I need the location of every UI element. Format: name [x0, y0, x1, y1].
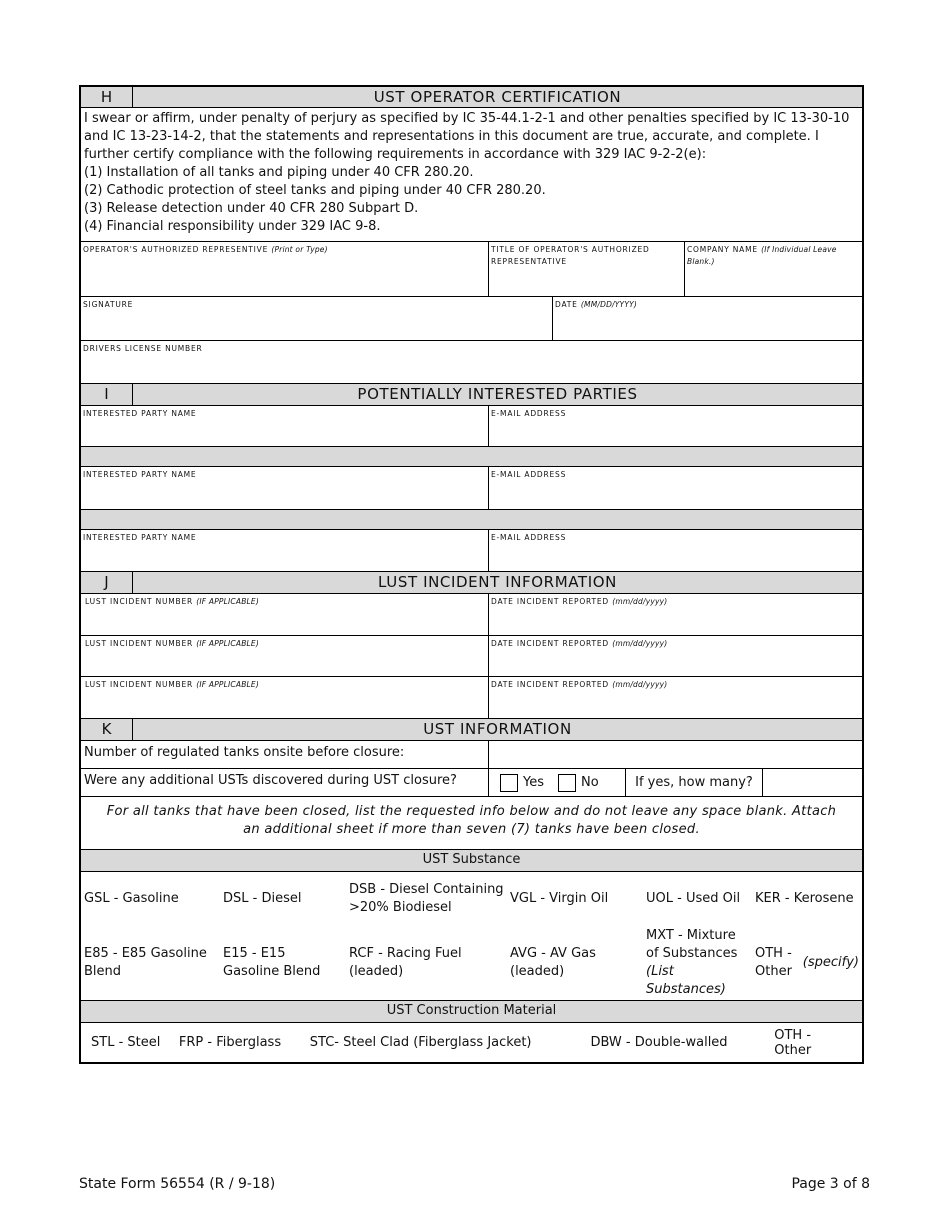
tanks-before-closure-input[interactable] — [489, 741, 862, 768]
field-label: SIGNATURE — [83, 300, 134, 309]
rep-title-field[interactable] — [489, 242, 685, 296]
section-letter: K — [81, 719, 133, 740]
substance-rcf: RCF - Racing Fuel (leaded) — [349, 945, 462, 979]
field-label: DATE — [555, 300, 578, 309]
material-frp: FRP - Fiberglass — [178, 1035, 282, 1050]
substance-avg: AVG - AV Gas (leaded) — [510, 945, 596, 979]
field-label: INTERESTED PARTY NAME — [83, 470, 197, 479]
page-number: Page 3 of 8 — [791, 1176, 870, 1192]
materials-list — [81, 1023, 862, 1062]
instructions-note: For all tanks that have been closed, list the requested info below and do not leave any space blank. Attach an additional sheet if more than seven (7) tanks have been closed. — [106, 804, 837, 837]
interested-party-name-field[interactable] — [81, 406, 489, 446]
interested-party-email-field[interactable] — [489, 530, 862, 571]
field-label: DRIVERS LICENSE NUMBER — [83, 344, 203, 353]
section-title: UST INFORMATION — [133, 719, 862, 740]
interested-party-email-field[interactable] — [489, 467, 862, 509]
substance-mxt-hint: (List Substances) — [646, 964, 726, 997]
substance-dsl: DSL - Diesel — [223, 890, 302, 906]
material-stc: STC- Steel Clad (Fiberglass Jacket) — [309, 1035, 532, 1050]
form-id: State Form 56554 (R / 9-18) — [79, 1176, 276, 1192]
signature-field[interactable] — [81, 297, 553, 340]
drivers-license-field[interactable] — [81, 341, 862, 383]
section-title: UST OPERATOR CERTIFICATION — [133, 87, 862, 107]
section-letter: I — [81, 384, 133, 405]
field-label: OPERATOR'S AUTHORIZED REPRESENTIVE — [83, 245, 269, 254]
certification-statement — [79, 107, 864, 241]
field-label: E-MAIL ADDRESS — [491, 409, 567, 418]
no-label: No — [581, 775, 599, 790]
yes-checkbox[interactable] — [500, 774, 518, 792]
field-label: E-MAIL ADDRESS — [491, 533, 567, 542]
substance-dsb: DSB - Diesel Containing >20% Biodiesel — [349, 881, 504, 915]
incident-date-field[interactable] — [489, 677, 862, 718]
substance-mxt-label: MXT - Mixture of Substances — [646, 928, 738, 961]
material-dbw: DBW - Double-walled — [590, 1035, 728, 1050]
field-hint: (Print or Type) — [271, 245, 328, 254]
section-j-header — [79, 571, 864, 593]
field-hint: (mm/dd/yyyy) — [612, 680, 668, 689]
substance-e15: E15 - E15 Gasoline Blend — [223, 945, 321, 979]
substance-oth — [752, 925, 862, 1000]
substance-ker: KER - Kerosene — [755, 890, 854, 906]
field-label: LUST INCIDENT NUMBER — [85, 680, 194, 689]
field-label: INTERESTED PARTY NAME — [83, 409, 197, 418]
company-name-field[interactable] — [685, 242, 862, 296]
incident-date-field[interactable] — [489, 594, 862, 635]
substance-header: UST Substance — [81, 850, 862, 871]
field-label: DATE INCIDENT REPORTED — [491, 597, 609, 606]
substance-vgl: VGL - Virgin Oil — [510, 890, 609, 906]
certification-text: I swear or affirm, under penalty of perjury as specified by IC 35-44.1-2-1 and other penalties specified by IC 13-30-10 and IC 13-23-14-2, that the statements and representations in this document are true, accurate, and complete. I further certify compliance with the following requirements in accordance with 329 IAC 9-2-2(e): — [84, 111, 850, 162]
section-title: LUST INCIDENT INFORMATION — [133, 572, 862, 593]
field-hint: (mm/dd/yyyy) — [612, 597, 668, 606]
yes-no-options — [489, 769, 626, 796]
field-label: DATE INCIDENT REPORTED — [491, 680, 609, 689]
field-label: TITLE OF OPERATOR'S AUTHORIZED REPRESENTATIVE — [491, 245, 650, 266]
field-label: COMPANY NAME — [687, 245, 758, 254]
requirement-item: (1) Installation of all tanks and piping under 40 CFR 280.20. — [84, 165, 474, 180]
tanks-before-closure-label: Number of regulated tanks onsite before closure: — [81, 741, 489, 768]
field-label: INTERESTED PARTY NAME — [83, 533, 197, 542]
section-title: POTENTIALLY INTERESTED PARTIES — [133, 384, 862, 405]
how-many-label: If yes, how many? — [626, 769, 763, 796]
field-hint: (IF APPLICABLE) — [196, 639, 259, 648]
material-stl: STL - Steel — [91, 1035, 161, 1050]
how-many-input[interactable] — [763, 769, 862, 796]
field-hint: (IF APPLICABLE) — [196, 680, 259, 689]
substance-uol: UOL - Used Oil — [646, 890, 741, 906]
section-letter: H — [81, 87, 133, 107]
separator-strip — [79, 509, 864, 529]
date-field[interactable] — [553, 297, 862, 340]
field-label: DATE INCIDENT REPORTED — [491, 639, 609, 648]
field-hint: (mm/dd/yyyy) — [612, 639, 668, 648]
substance-oth-label: OTH - Other — [755, 945, 792, 979]
field-label: LUST INCIDENT NUMBER — [85, 639, 194, 648]
requirement-item: (3) Release detection under 40 CFR 280 Subpart D. — [84, 201, 419, 216]
section-i-header — [79, 383, 864, 405]
no-checkbox[interactable] — [558, 774, 576, 792]
field-label: E-MAIL ADDRESS — [491, 470, 567, 479]
lust-incident-number-field[interactable] — [81, 677, 489, 718]
additional-usts-label: Were any additional USTs discovered during UST closure? — [81, 769, 489, 796]
field-label: LUST INCIDENT NUMBER — [85, 597, 194, 606]
field-hint: (IF APPLICABLE) — [196, 597, 259, 606]
separator-strip — [79, 446, 864, 466]
section-k-header — [79, 718, 864, 740]
incident-date-field[interactable] — [489, 636, 862, 676]
requirement-item: (4) Financial responsibility under 329 IAC 9-8. — [84, 219, 381, 234]
interested-party-email-field[interactable] — [489, 406, 862, 446]
requirement-item: (2) Cathodic protection of steel tanks and piping under 40 CFR 280.20. — [84, 183, 546, 198]
material-oth: OTH - Other — [774, 1027, 812, 1058]
substance-mxt — [643, 925, 752, 1000]
field-hint: (If Individual Leave Blank.) — [687, 245, 837, 266]
substance-oth-hint: (specify) — [802, 954, 859, 970]
section-h-header — [79, 85, 864, 107]
interested-party-name-field[interactable] — [81, 467, 489, 509]
interested-party-name-field[interactable] — [81, 530, 489, 571]
yes-label: Yes — [523, 775, 544, 790]
field-hint: (MM/DD/YYYY) — [580, 300, 638, 309]
substance-e85: E85 - E85 Gasoline Blend — [84, 945, 207, 979]
rep-name-field[interactable] — [81, 242, 489, 296]
lust-incident-number-field[interactable] — [81, 594, 489, 635]
lust-incident-number-field[interactable] — [81, 636, 489, 676]
form-page-3 — [79, 85, 864, 1064]
section-letter: J — [81, 572, 133, 593]
material-header: UST Construction Material — [81, 1001, 862, 1022]
substance-gsl: GSL - Gasoline — [84, 890, 179, 906]
